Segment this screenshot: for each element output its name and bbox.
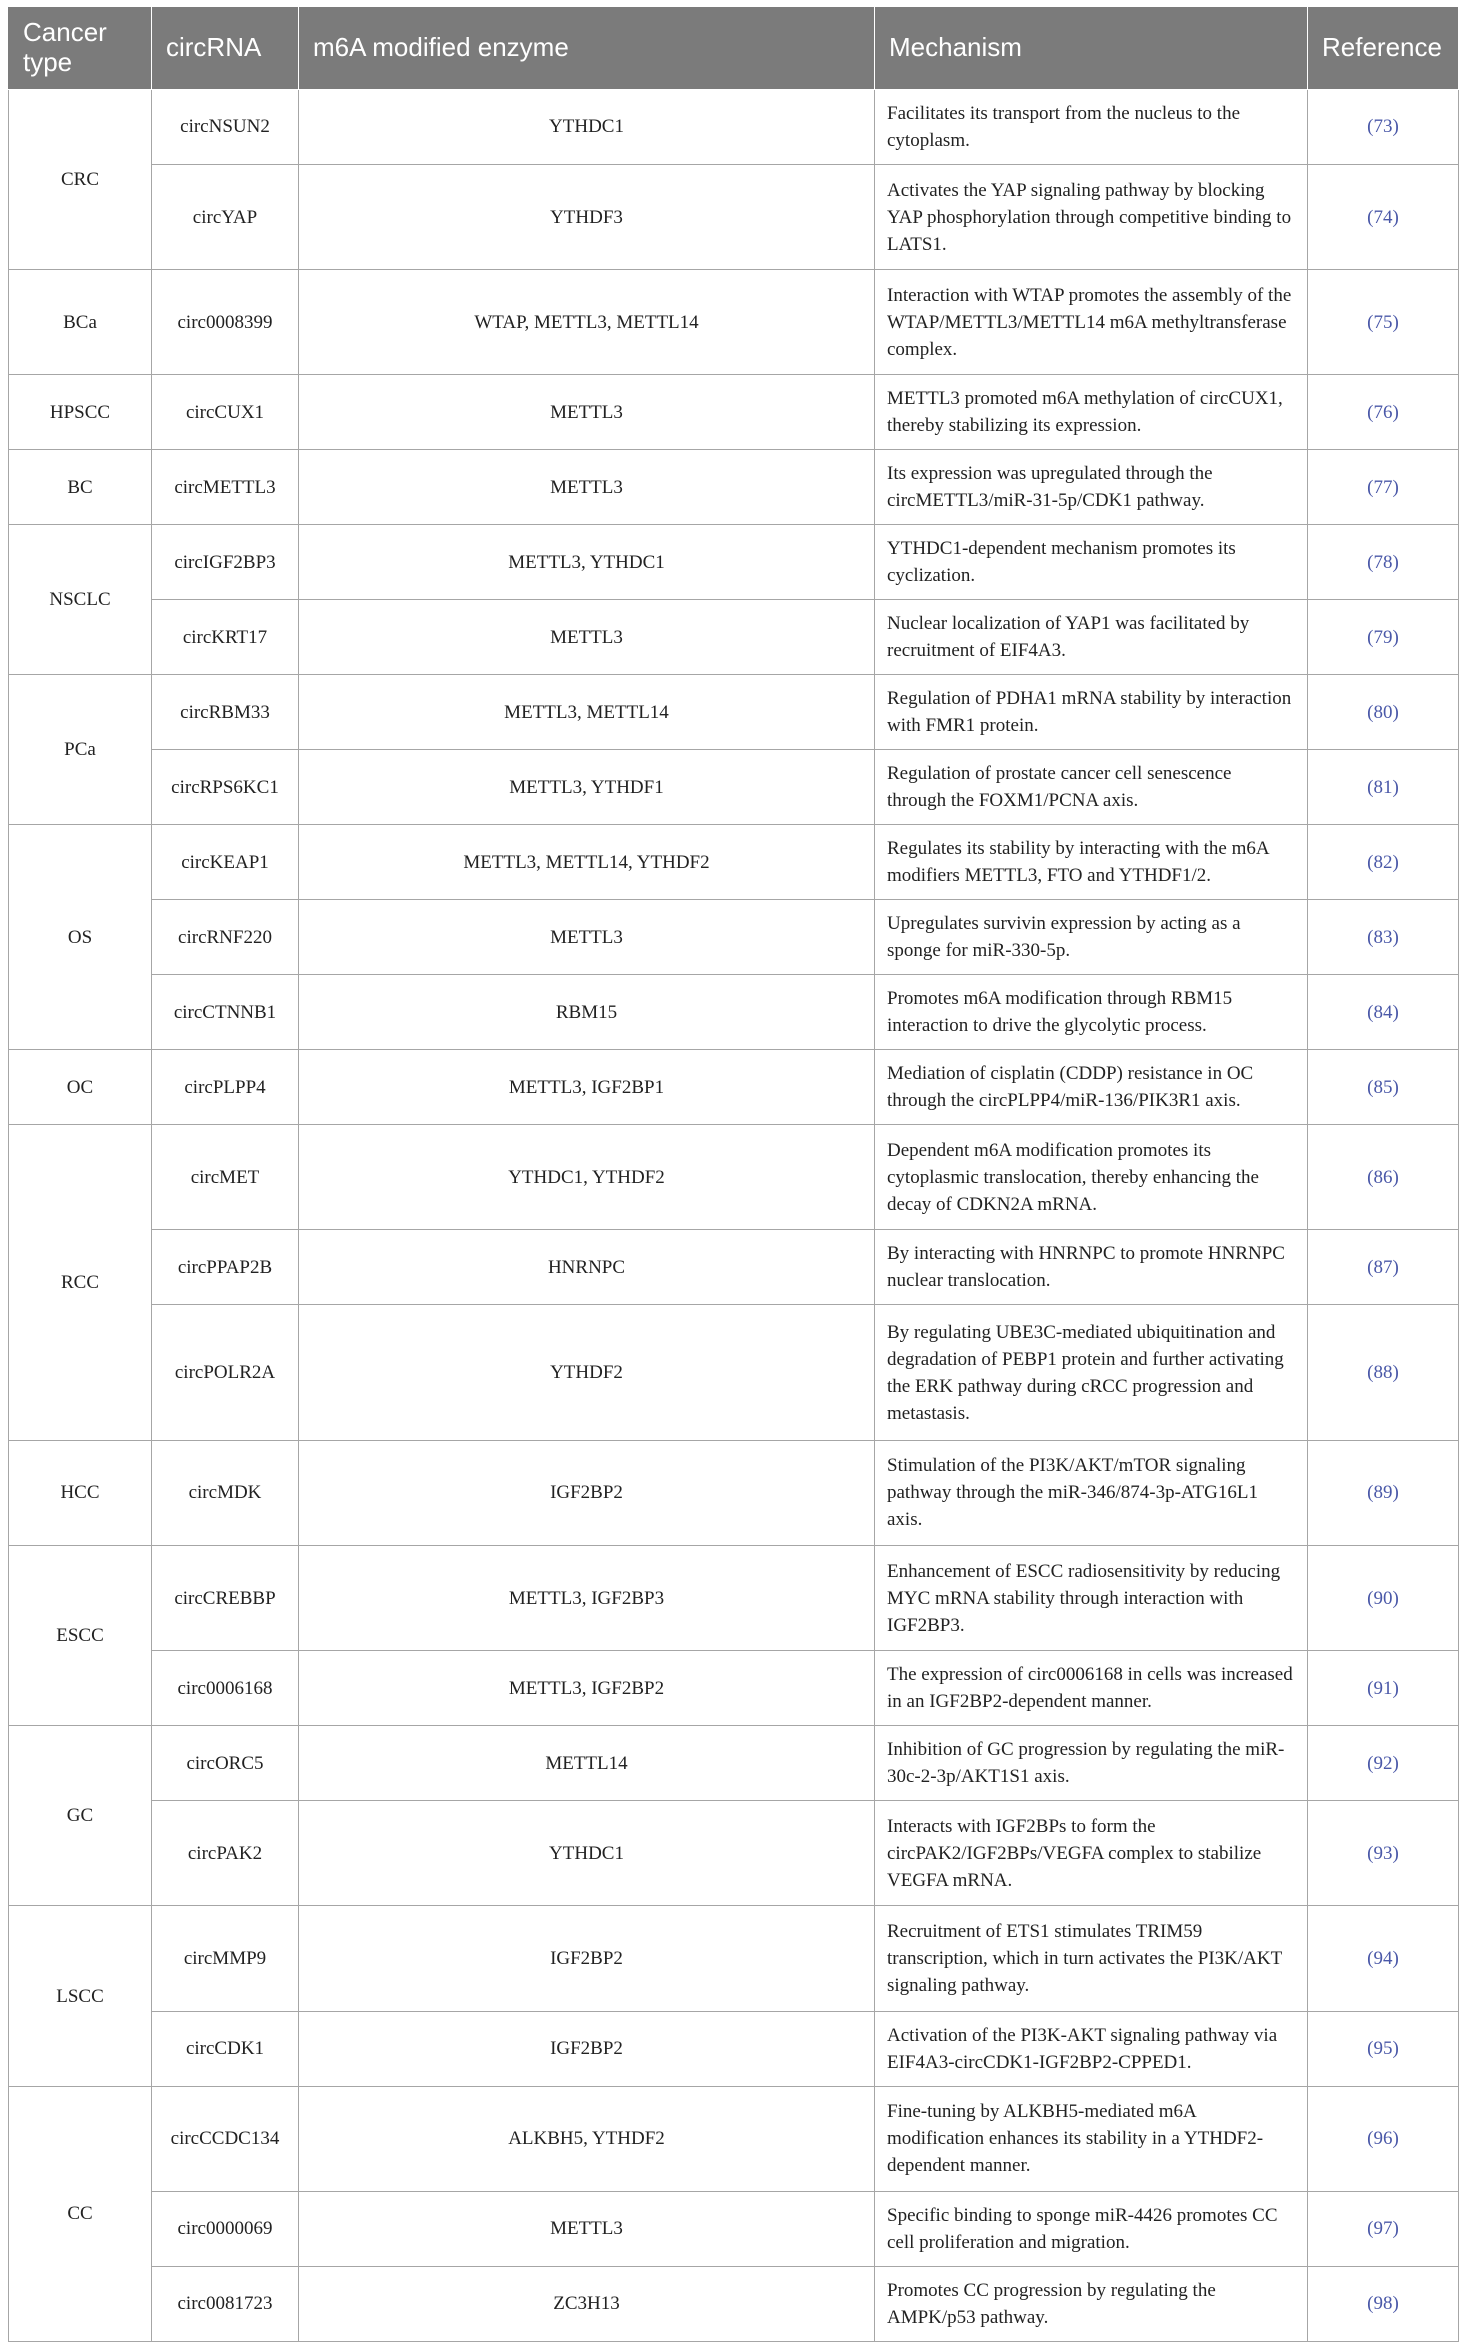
table-row <box>9 2011 1459 2086</box>
enzyme-cell: METTL3 <box>299 375 875 450</box>
mechanism-cell: Upregulates survivin expression by acting as a sponge for miR-330-5p. <box>875 900 1308 975</box>
mechanism-cell: Activates the YAP signaling pathway by blocking YAP phosphorylation through competitive binding to LATS1. <box>875 164 1308 269</box>
reference-cell: (90) <box>1308 1546 1459 1651</box>
circrna-cell: circYAP <box>152 164 299 269</box>
mechanism-cell: Stimulation of the PI3K/AKT/mTOR signaling pathway through the miR-346/874-3p-ATG16L1 axis. <box>875 1440 1308 1545</box>
enzyme-cell: YTHDC1, YTHDF2 <box>299 1125 875 1230</box>
cancer-type-cell: NSCLC <box>9 525 152 675</box>
table-row <box>9 375 1459 450</box>
circrna-cell: circ0008399 <box>152 270 299 375</box>
mechanism-cell: Promotes CC progression by regulating the AMPK/p53 pathway. <box>875 2266 1308 2341</box>
mechanism-cell: Specific binding to sponge miR-4426 promotes CC cell proliferation and migration. <box>875 2191 1308 2266</box>
circrna-cell: circIGF2BP3 <box>152 525 299 600</box>
circrna-cell: circPOLR2A <box>152 1305 299 1440</box>
reference-cell: (94) <box>1308 1906 1459 2011</box>
circrna-cell: circRPS6KC1 <box>152 750 299 825</box>
enzyme-cell: METTL14 <box>299 1726 875 1801</box>
table-row <box>9 1050 1459 1125</box>
circrna-cell: circCREBBP <box>152 1546 299 1651</box>
cancer-type-cell: ESCC <box>9 1546 152 1726</box>
enzyme-cell: METTL3, IGF2BP1 <box>299 1050 875 1125</box>
cancer-type-cell: CC <box>9 2086 152 2341</box>
circrna-cell: circRBM33 <box>152 675 299 750</box>
reference-cell: (96) <box>1308 2086 1459 2191</box>
table-row <box>9 600 1459 675</box>
table-row <box>9 525 1459 600</box>
reference-cell: (74) <box>1308 164 1459 269</box>
reference-cell: (98) <box>1308 2266 1459 2341</box>
table-row <box>9 164 1459 269</box>
mechanism-cell: The expression of circ0006168 in cells was increased in an IGF2BP2-dependent manner. <box>875 1651 1308 1726</box>
table-row <box>9 270 1459 375</box>
mechanism-cell: Activation of the PI3K-AKT signaling pathway via EIF4A3-circCDK1-IGF2BP2-CPPED1. <box>875 2011 1308 2086</box>
cancer-type-cell: GC <box>9 1726 152 1906</box>
reference-cell: (82) <box>1308 825 1459 900</box>
reference-cell: (87) <box>1308 1230 1459 1305</box>
circrna-cell: circPPAP2B <box>152 1230 299 1305</box>
mechanism-cell: Fine-tuning by ALKBH5-mediated m6A modification enhances its stability in a YTHDF2-dependent manner. <box>875 2086 1308 2191</box>
enzyme-cell: METTL3, METTL14, YTHDF2 <box>299 825 875 900</box>
circrna-cell: circRNF220 <box>152 900 299 975</box>
table-row <box>9 900 1459 975</box>
enzyme-cell: ZC3H13 <box>299 2266 875 2341</box>
table-row <box>9 1125 1459 1230</box>
circrna-cell: circKEAP1 <box>152 825 299 900</box>
circrna-cell: circMDK <box>152 1440 299 1545</box>
table-row <box>9 1440 1459 1545</box>
table-row <box>9 2086 1459 2191</box>
mechanism-cell: Recruitment of ETS1 stimulates TRIM59 transcription, which in turn activates the PI3K/AKT signaling pathway. <box>875 1906 1308 2011</box>
enzyme-cell: METTL3, YTHDF1 <box>299 750 875 825</box>
reference-cell: (76) <box>1308 375 1459 450</box>
table-row <box>9 450 1459 525</box>
header-mechanism: Mechanism <box>875 7 1308 90</box>
circrna-cell: circ0081723 <box>152 2266 299 2341</box>
circrna-cell: circCCDC134 <box>152 2086 299 2191</box>
table-row <box>9 1305 1459 1440</box>
reference-cell: (93) <box>1308 1801 1459 1906</box>
reference-cell: (80) <box>1308 675 1459 750</box>
enzyme-cell: ALKBH5, YTHDF2 <box>299 2086 875 2191</box>
circrna-cell: circORC5 <box>152 1726 299 1801</box>
enzyme-cell: HNRNPC <box>299 1230 875 1305</box>
enzyme-cell: YTHDF2 <box>299 1305 875 1440</box>
enzyme-cell: IGF2BP2 <box>299 2011 875 2086</box>
reference-cell: (89) <box>1308 1440 1459 1545</box>
table-row <box>9 90 1459 165</box>
table-row <box>9 1230 1459 1305</box>
cancer-type-cell: BC <box>9 450 152 525</box>
mechanism-cell: Promotes m6A modification through RBM15 interaction to drive the glycolytic process. <box>875 975 1308 1050</box>
table-row <box>9 2191 1459 2266</box>
table-row <box>9 1906 1459 2011</box>
reference-cell: (95) <box>1308 2011 1459 2086</box>
circrna-cell: circMET <box>152 1125 299 1230</box>
cancer-type-cell: RCC <box>9 1125 152 1441</box>
header-row <box>9 7 1459 90</box>
circrna-cell: circCDK1 <box>152 2011 299 2086</box>
reference-cell: (81) <box>1308 750 1459 825</box>
enzyme-cell: IGF2BP2 <box>299 1440 875 1545</box>
circrna-cell: circCUX1 <box>152 375 299 450</box>
header-circrna: circRNA <box>152 7 299 90</box>
mechanism-cell: Mediation of cisplatin (CDDP) resistance in OC through the circPLPP4/miR-136/PIK3R1 axis. <box>875 1050 1308 1125</box>
circrna-cell: circPAK2 <box>152 1801 299 1906</box>
reference-cell: (75) <box>1308 270 1459 375</box>
mechanism-cell: Nuclear localization of YAP1 was facilitated by recruitment of EIF4A3. <box>875 600 1308 675</box>
mechanism-cell: Facilitates its transport from the nucleus to the cytoplasm. <box>875 90 1308 165</box>
cancer-type-cell: PCa <box>9 675 152 825</box>
reference-cell: (91) <box>1308 1651 1459 1726</box>
circrna-cell: circMETTL3 <box>152 450 299 525</box>
cancer-type-cell: HCC <box>9 1440 152 1545</box>
table-row <box>9 1651 1459 1726</box>
enzyme-cell: METTL3 <box>299 600 875 675</box>
table-row <box>9 825 1459 900</box>
circrna-cell: circPLPP4 <box>152 1050 299 1125</box>
enzyme-cell: IGF2BP2 <box>299 1906 875 2011</box>
reference-cell: (92) <box>1308 1726 1459 1801</box>
enzyme-cell: METTL3 <box>299 2191 875 2266</box>
cancer-type-cell: LSCC <box>9 1906 152 2086</box>
enzyme-cell: METTL3, YTHDC1 <box>299 525 875 600</box>
enzyme-cell: METTL3 <box>299 900 875 975</box>
mechanism-cell: Regulates its stability by interacting with the m6A modifiers METTL3, FTO and YTHDF1/2. <box>875 825 1308 900</box>
mechanism-cell: By interacting with HNRNPC to promote HNRNPC nuclear translocation. <box>875 1230 1308 1305</box>
enzyme-cell: WTAP, METTL3, METTL14 <box>299 270 875 375</box>
mechanism-cell: Regulation of PDHA1 mRNA stability by interaction with FMR1 protein. <box>875 675 1308 750</box>
reference-cell: (83) <box>1308 900 1459 975</box>
enzyme-cell: YTHDC1 <box>299 90 875 165</box>
mechanism-cell: Interaction with WTAP promotes the assembly of the WTAP/METTL3/METTL14 m6A methyltransferase complex. <box>875 270 1308 375</box>
mechanism-cell: Dependent m6A modification promotes its cytoplasmic translocation, thereby enhancing the decay of CDKN2A mRNA. <box>875 1125 1308 1230</box>
header-reference: Reference <box>1308 7 1459 90</box>
circrna-cell: circCTNNB1 <box>152 975 299 1050</box>
reference-cell: (77) <box>1308 450 1459 525</box>
cancer-type-cell: OC <box>9 1050 152 1125</box>
enzyme-cell: METTL3, IGF2BP3 <box>299 1546 875 1651</box>
reference-cell: (86) <box>1308 1125 1459 1230</box>
circrna-cell: circKRT17 <box>152 600 299 675</box>
circrna-m6a-table <box>8 6 1459 2342</box>
header-enzyme: m6A modified enzyme <box>299 7 875 90</box>
mechanism-cell: Interacts with IGF2BPs to form the circPAK2/IGF2BPs/VEGFA complex to stabilize VEGFA mRNA. <box>875 1801 1308 1906</box>
mechanism-cell: YTHDC1-dependent mechanism promotes its cyclization. <box>875 525 1308 600</box>
enzyme-cell: METTL3 <box>299 450 875 525</box>
reference-cell: (97) <box>1308 2191 1459 2266</box>
enzyme-cell: YTHDF3 <box>299 164 875 269</box>
table-body <box>9 90 1459 2342</box>
enzyme-cell: METTL3, METTL14 <box>299 675 875 750</box>
enzyme-cell: RBM15 <box>299 975 875 1050</box>
circrna-cell: circMMP9 <box>152 1906 299 2011</box>
cancer-type-cell: CRC <box>9 90 152 270</box>
enzyme-cell: YTHDC1 <box>299 1801 875 1906</box>
mechanism-cell: Enhancement of ESCC radiosensitivity by reducing MYC mRNA stability through interaction with IGF2BP3. <box>875 1546 1308 1651</box>
enzyme-cell: METTL3, IGF2BP2 <box>299 1651 875 1726</box>
table-row <box>9 675 1459 750</box>
mechanism-cell: Its expression was upregulated through the circMETTL3/miR-31-5p/CDK1 pathway. <box>875 450 1308 525</box>
table-row <box>9 1546 1459 1651</box>
table-row <box>9 1726 1459 1801</box>
mechanism-cell: Inhibition of GC progression by regulating the miR-30c-2-3p/AKT1S1 axis. <box>875 1726 1308 1801</box>
cancer-type-cell: BCa <box>9 270 152 375</box>
reference-cell: (78) <box>1308 525 1459 600</box>
reference-cell: (79) <box>1308 600 1459 675</box>
mechanism-cell: METTL3 promoted m6A methylation of circCUX1, thereby stabilizing its expression. <box>875 375 1308 450</box>
table-row <box>9 750 1459 825</box>
table-row <box>9 2266 1459 2341</box>
circrna-cell: circNSUN2 <box>152 90 299 165</box>
cancer-type-cell: OS <box>9 825 152 1050</box>
table-row <box>9 1801 1459 1906</box>
mechanism-cell: Regulation of prostate cancer cell senescence through the FOXM1/PCNA axis. <box>875 750 1308 825</box>
circrna-cell: circ0000069 <box>152 2191 299 2266</box>
table-header <box>9 7 1459 90</box>
circrna-cell: circ0006168 <box>152 1651 299 1726</box>
reference-cell: (73) <box>1308 90 1459 165</box>
cancer-type-cell: HPSCC <box>9 375 152 450</box>
header-cancer-type: Cancer type <box>9 7 152 90</box>
reference-cell: (84) <box>1308 975 1459 1050</box>
table-row <box>9 975 1459 1050</box>
mechanism-cell: By regulating UBE3C-mediated ubiquitination and degradation of PEBP1 protein and further activating the ERK pathway during cRCC progression and metastasis. <box>875 1305 1308 1440</box>
reference-cell: (88) <box>1308 1305 1459 1440</box>
reference-cell: (85) <box>1308 1050 1459 1125</box>
